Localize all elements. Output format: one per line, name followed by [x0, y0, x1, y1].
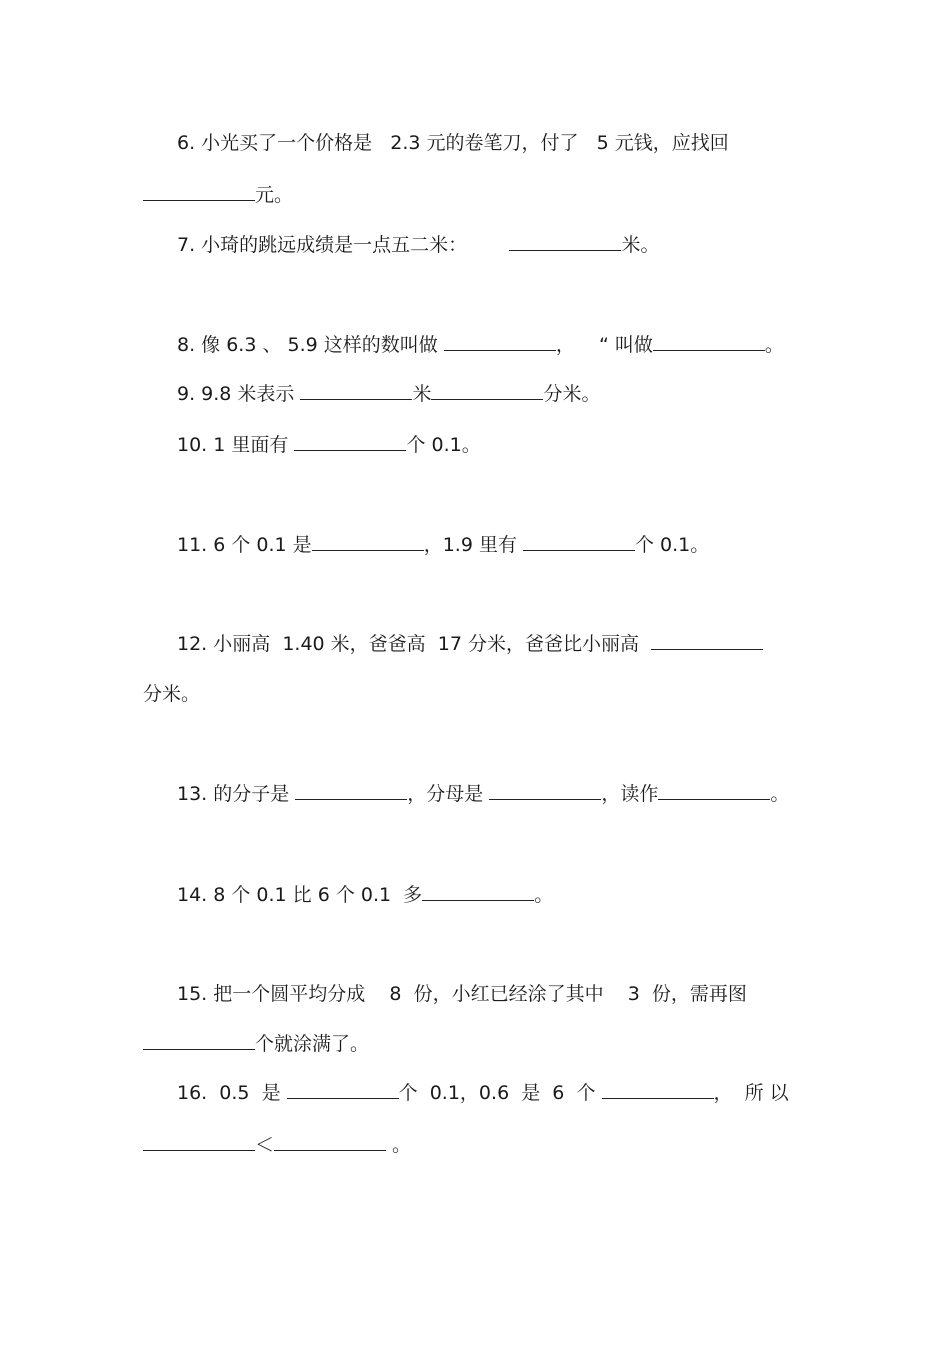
answer-blank[interactable]: [431, 381, 543, 400]
answer-blank[interactable]: [509, 232, 621, 251]
question-text: 7. 小琦的跳远成绩是一点五二米：: [177, 234, 510, 256]
question-6-line-2: [143, 182, 293, 208]
question-text: ， “ 叫做: [555, 334, 653, 356]
question-text: 米。: [621, 234, 660, 256]
question-12-line-2: [143, 681, 200, 707]
question-text: 6. 小光买了一个价格是 2.3 元的卷笔刀，付了 5 元钱，应找回: [177, 132, 729, 154]
question-text: 个就涂满了。: [255, 1033, 370, 1055]
question-text: 。: [534, 884, 554, 906]
answer-blank[interactable]: [294, 432, 406, 451]
answer-blank[interactable]: [295, 781, 407, 800]
answer-blank[interactable]: [651, 631, 763, 650]
answer-blank[interactable]: [658, 781, 770, 800]
question-text: 分米。: [543, 383, 601, 405]
question-text: ， 所 以: [713, 1082, 789, 1104]
question-11-line-1: [177, 532, 709, 558]
answer-blank[interactable]: [274, 1132, 386, 1151]
question-text: 。: [770, 783, 790, 805]
question-text: 个 0.1，0.6 是 6 个: [398, 1082, 602, 1104]
answer-blank[interactable]: [422, 882, 534, 901]
answer-blank[interactable]: [143, 182, 255, 201]
question-text: 15. 把一个圆平均分成 8 份，小红已经涂了其中 3 份，需再图: [177, 983, 747, 1005]
answer-blank[interactable]: [312, 532, 424, 551]
question-text: 14. 8 个 0.1 比 6 个 0.1 多: [177, 884, 423, 906]
question-text: ，1.9 里有: [423, 534, 523, 556]
question-14-line-1: [177, 882, 553, 908]
question-6-line-1: [177, 130, 729, 156]
question-text: 11. 6 个 0.1 是: [177, 534, 312, 556]
question-12-line-1: [177, 631, 763, 657]
answer-blank[interactable]: [489, 781, 601, 800]
question-text: 13. 的分子是: [177, 783, 296, 805]
question-text: 8. 像 6.3 、 5.9 这样的数叫做: [177, 334, 444, 356]
answer-blank[interactable]: [523, 532, 635, 551]
answer-blank[interactable]: [143, 1132, 255, 1151]
question-8-line-1: [177, 332, 784, 358]
question-13-line-1: [177, 781, 789, 807]
answer-blank[interactable]: [602, 1080, 714, 1099]
question-text: 。: [386, 1134, 412, 1156]
question-text: 个 0.1。: [406, 434, 481, 456]
question-16-line-1: [177, 1080, 789, 1106]
question-text: ＜: [255, 1134, 275, 1156]
question-10-line-1: [177, 432, 481, 458]
question-text: ，分母是: [407, 783, 490, 805]
answer-blank[interactable]: [300, 381, 412, 400]
answer-blank[interactable]: [143, 1031, 255, 1050]
question-9-line-1: [177, 381, 601, 407]
question-text: 米: [412, 383, 432, 405]
question-15-line-1: [177, 981, 747, 1007]
question-text: ，读作: [601, 783, 659, 805]
question-text: 16. 0.5 是: [177, 1082, 287, 1104]
question-16-line-2: [143, 1132, 411, 1158]
question-7-line-1: [177, 232, 659, 258]
question-text: 元。: [255, 184, 294, 206]
question-text: 。: [764, 334, 784, 356]
question-15-line-2: [143, 1031, 369, 1057]
answer-blank[interactable]: [653, 332, 765, 351]
question-text: 12. 小丽高 1.40 米，爸爸高 17 分米，爸爸比小丽高: [177, 633, 652, 655]
question-text: 个 0.1。: [634, 534, 710, 556]
question-text: 10. 1 里面有: [177, 434, 295, 456]
answer-blank[interactable]: [444, 332, 556, 351]
question-text: 9. 9.8 米表示: [177, 383, 301, 405]
answer-blank[interactable]: [287, 1080, 399, 1099]
question-text: 分米。: [143, 683, 201, 705]
